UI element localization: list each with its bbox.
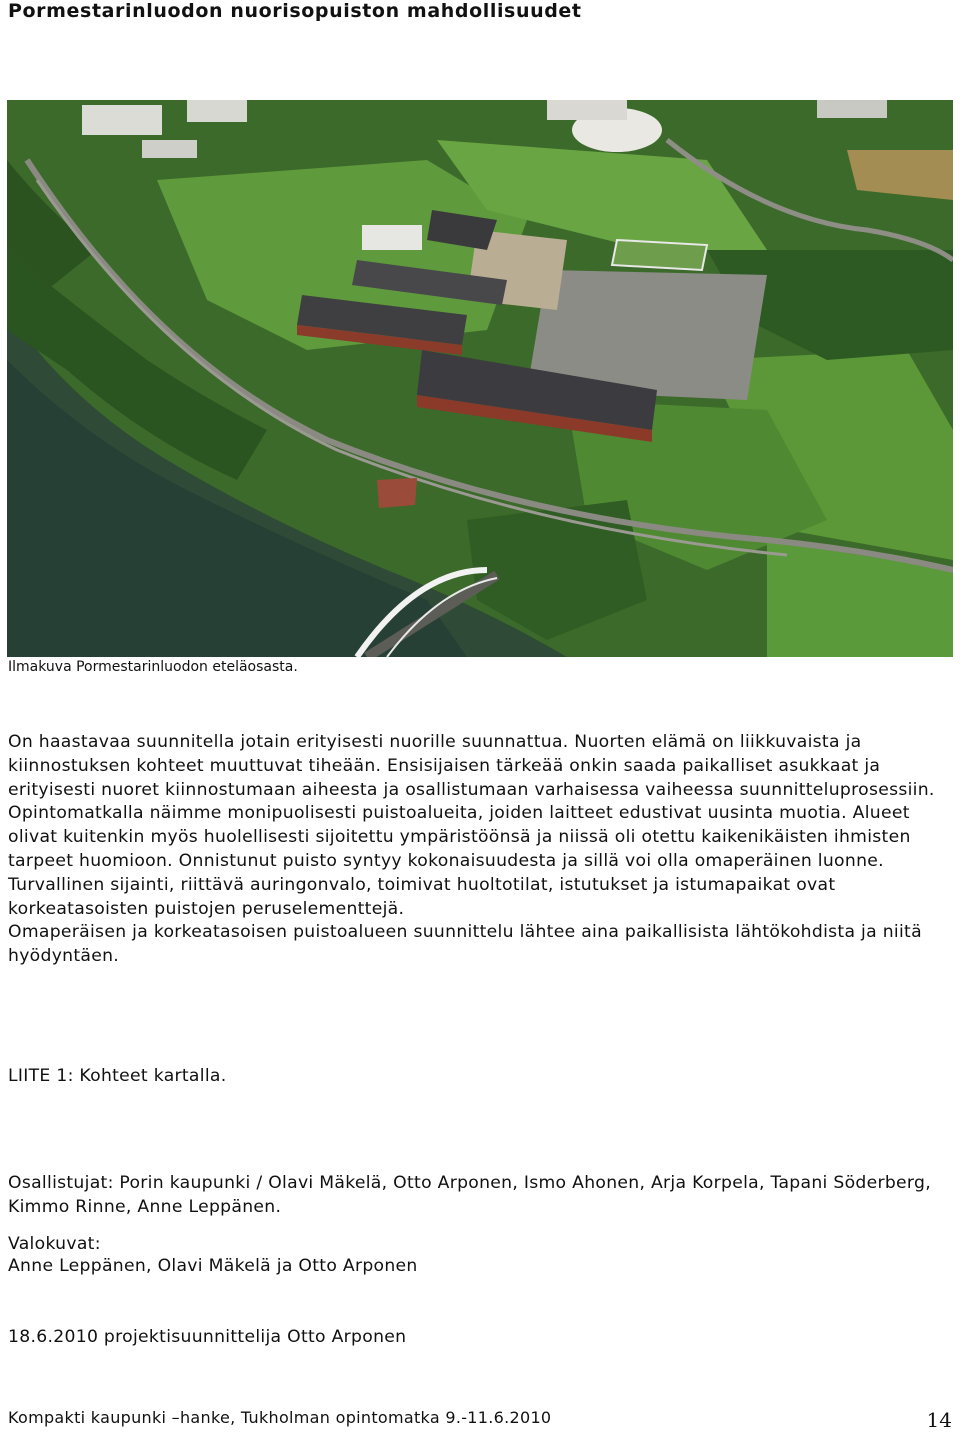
aerial-photo-illustration [7, 100, 953, 657]
photo-credits-label: Valokuvat: [8, 1234, 101, 1254]
aerial-photo [7, 100, 953, 657]
photo-credits-names: Anne Leppänen, Olavi Mäkelä ja Otto Arponen [8, 1256, 418, 1276]
footer-text: Kompakti kaupunki –hanke, Tukholman opintomatka 9.-11.6.2010 [8, 1408, 552, 1427]
photo-caption: Ilmakuva Pormestarinluodon eteläosasta. [8, 659, 298, 675]
appendix-note: LIITE 1: Kohteet kartalla. [8, 1066, 227, 1086]
signature: 18.6.2010 projektisuunnittelija Otto Arponen [8, 1327, 407, 1347]
paragraph: Omaperäisen ja korkeatasoisen puistoalueen suunnittelu lähtee aina paikallisista lähtökohdista ja niitä hyödyntäen. [8, 922, 922, 967]
paragraph: Opintomatkalla näimme monipuolisesti puistoalueita, joiden laitteet edustivat uusinta muotia. Alueet olivat kuitenkin myös huolellisesti sijoitettu ympäristöönsä ja niissä oli otettu kaikenikäisten ihmisten tarpeet huomioon. Onnistunut puisto syntyy kokonaisuudesta ja sillä voi olla omaperäinen luonne. [8, 803, 911, 871]
paragraph: On haastavaa suunnitella jotain erityisesti nuorille suunnattua. Nuorten elämä on liikkuvaista ja kiinnostuksen kohteet muuttuvat tiheään. Ensisijaisen tärkeää onkin saada paikalliset asukkaat ja erityisesti nuoret kiinnostumaan aiheesta ja osallistumaan varhaisessa vaiheessa suunnitteluprosessiin. [8, 732, 935, 800]
page-number: 14 [926, 1408, 952, 1432]
body-text [8, 731, 953, 969]
page-title: Pormestarinluodon nuorisopuiston mahdollisuudet [8, 0, 582, 22]
paragraph: Turvallinen sijainti, riittävä auringonvalo, toimivat huoltotilat, istutukset ja istumapaikat ovat korkeatasoisten puistojen peruselementtejä. [8, 874, 836, 919]
participants: Osallistujat: Porin kaupunki / Olavi Mäkelä, Otto Arponen, Ismo Ahonen, Arja Korpela, Tapani Söderberg, Kimmo Rinne, Anne Leppänen. [8, 1173, 931, 1217]
